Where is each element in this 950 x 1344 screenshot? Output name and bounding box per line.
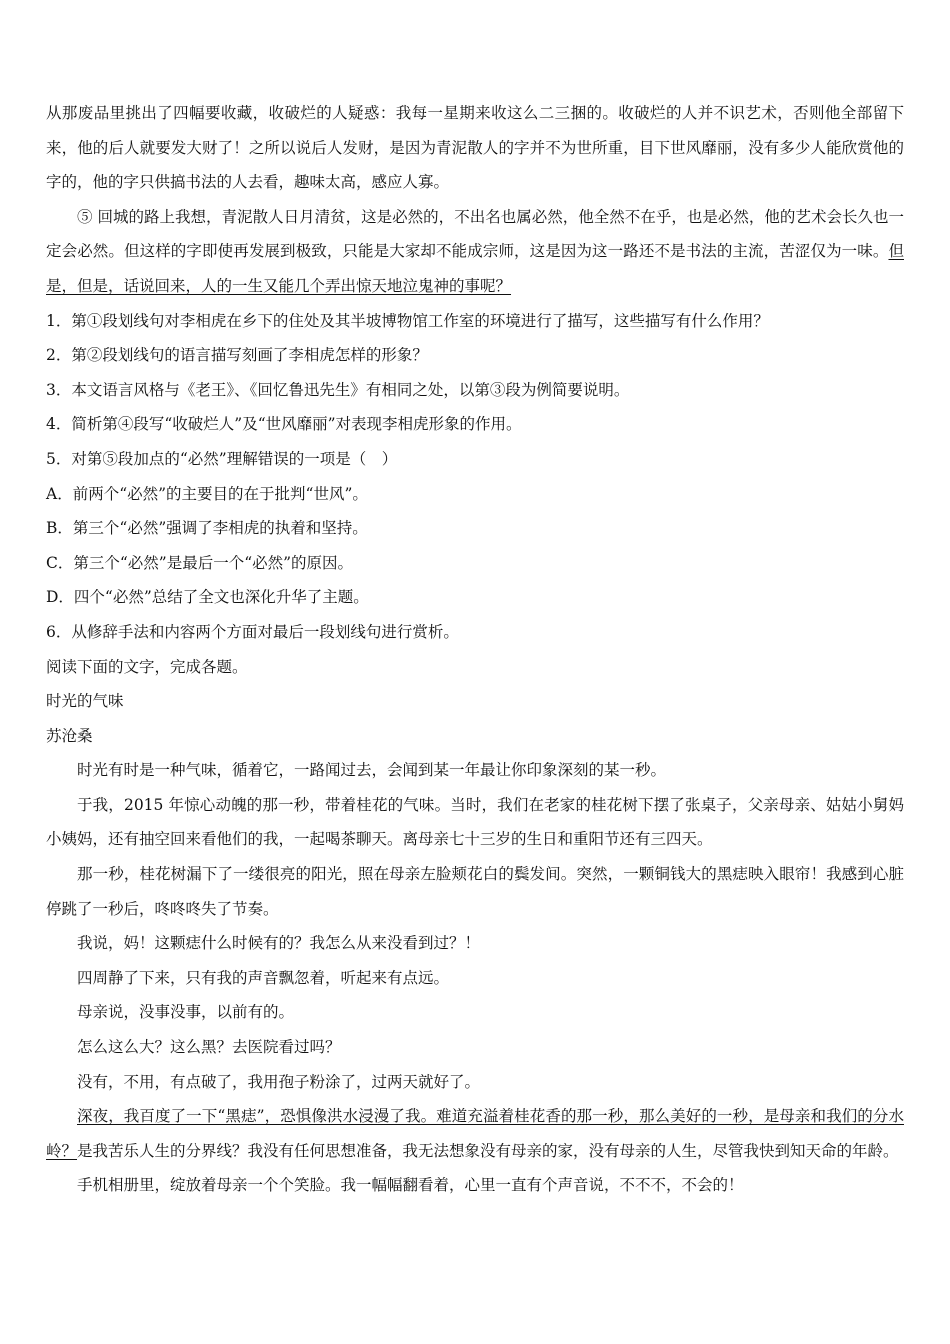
question-3: 3．本文语言风格与《老王》、《回忆鲁迅先生》有相同之处，以第③段为例简要说明。 <box>46 380 630 399</box>
option-c: C．第三个“必然”是最后一个“必然”的原因。 <box>46 553 354 572</box>
article-paragraph: 于我，2015 年惊心动魄的那一秒，带着桂花的气味。当时，我们在老家的桂花树下摆了张桌子，父亲母亲、姑姑小舅妈小姨妈，还有抽空回来看他们的我，一起喝茶聊天。离母亲七十三岁的生日和重阳节还有三四天。 <box>46 795 904 849</box>
document-page <box>46 96 904 1203</box>
article-title: 时光的气味 <box>46 692 124 711</box>
option-b: B．第三个“必然”强调了李相虎的执着和坚持。 <box>46 519 368 538</box>
article-paragraph-underlined <box>46 1099 904 1168</box>
paragraph-rest: 是我苦乐人生的分界线？我没有任何思想准备，我无法想象没有母亲的家，没有母亲的人生，尽管我快到知天命的年龄。 <box>77 1141 899 1160</box>
paragraph-continued: 从那废品里挑出了四幅要收藏，收破烂的人疑惑：我每一星期来收这么二三捆的。收破烂的人并不识艺术，否则他全部留下来，他的后人就要发大财了！之所以说后人发财，是因为青泥散人的字并不为世所重，目下世风靡丽，没有多少人能欣赏他的字的，他的字只供搞书法的人去看，趣味太高，感应人寡。 <box>46 104 904 192</box>
reading-instruction: 阅读下面的文字，完成各题。 <box>46 657 248 676</box>
article-paragraph: 四周静了下来，只有我的声音飘忽着，听起来有点远。 <box>77 968 450 987</box>
article-paragraph-last: 手机相册里，绽放着母亲一个个笑脸。我一幅幅翻看着，心里一直有个声音说，不不不，不会的！ <box>77 1176 744 1195</box>
question-1: 1．第①段划线句对李相虎在乡下的住处及其半坡博物馆工作室的环境进行了描写，这些描写有什么作用？ <box>46 311 769 330</box>
article-paragraph: 我说，妈！这颗痣什么时候有的？我怎么从来没看到过？！ <box>77 934 481 953</box>
question-5: 5．对第⑤段加点的“必然”理解错误的一项是（ ） <box>46 449 398 468</box>
question-6: 6．从修辞手法和内容两个方面对最后一段划线句进行赏析。 <box>46 622 459 641</box>
question-4: 4．简析第④段写“收破烂人”及“世风靡丽”对表现李相虎形象的作用。 <box>46 415 522 434</box>
option-a: A．前两个“必然”的主要目的在于批判“世风”。 <box>46 484 368 503</box>
article-paragraph: 没有，不用，有点破了，我用孢子粉涂了，过两天就好了。 <box>77 1072 481 1091</box>
paragraph-5-text: ⑤ 回城的路上我想，青泥散人日月清贫，这是必然的，不出名也属必然，他全然不在乎，也是必然，他的艺术会长久也一定会必然。但这样的字即使再发展到极致，只能是大家却不能成宗师，这是因为这一路还不是书法的主流，苦涩仅为一味。 <box>46 207 904 261</box>
article-paragraph: 母亲说，没事没事，以前有的。 <box>77 1003 295 1022</box>
article-author: 苏沧桑 <box>46 726 93 745</box>
paragraph-5 <box>46 200 904 304</box>
underlined-sentence: 深夜，我百度了一下“黑痣”，恐惧像洪水浸漫了我。难道充溢着桂花香的那一秒，那么美好的一秒，是母亲和我们的分水岭？ <box>46 1107 904 1160</box>
option-d: D．四个“必然”总结了全文也深化升华了主题。 <box>46 588 369 607</box>
question-2: 2．第②段划线句的语言描写刻画了李相虎怎样的形象？ <box>46 346 428 365</box>
paragraph-5-underlined-sentence: 但是，但是，话说回来，人的一生又能几个弄出惊天地泣鬼神的事呢？ <box>46 242 904 295</box>
article-paragraph: 怎么这么大？这么黑？去医院看过吗？ <box>77 1038 341 1057</box>
article-paragraph: 时光有时是一种气味，循着它，一路闻过去，会闻到某一年最让你印象深刻的某一秒。 <box>77 761 667 780</box>
article-paragraph: 那一秒，桂花树漏下了一缕很亮的阳光，照在母亲左脸颊花白的鬓发间。突然，一颗铜钱大的黑痣映入眼帘！我感到心脏停跳了一秒后，咚咚咚失了节奏。 <box>46 865 904 918</box>
